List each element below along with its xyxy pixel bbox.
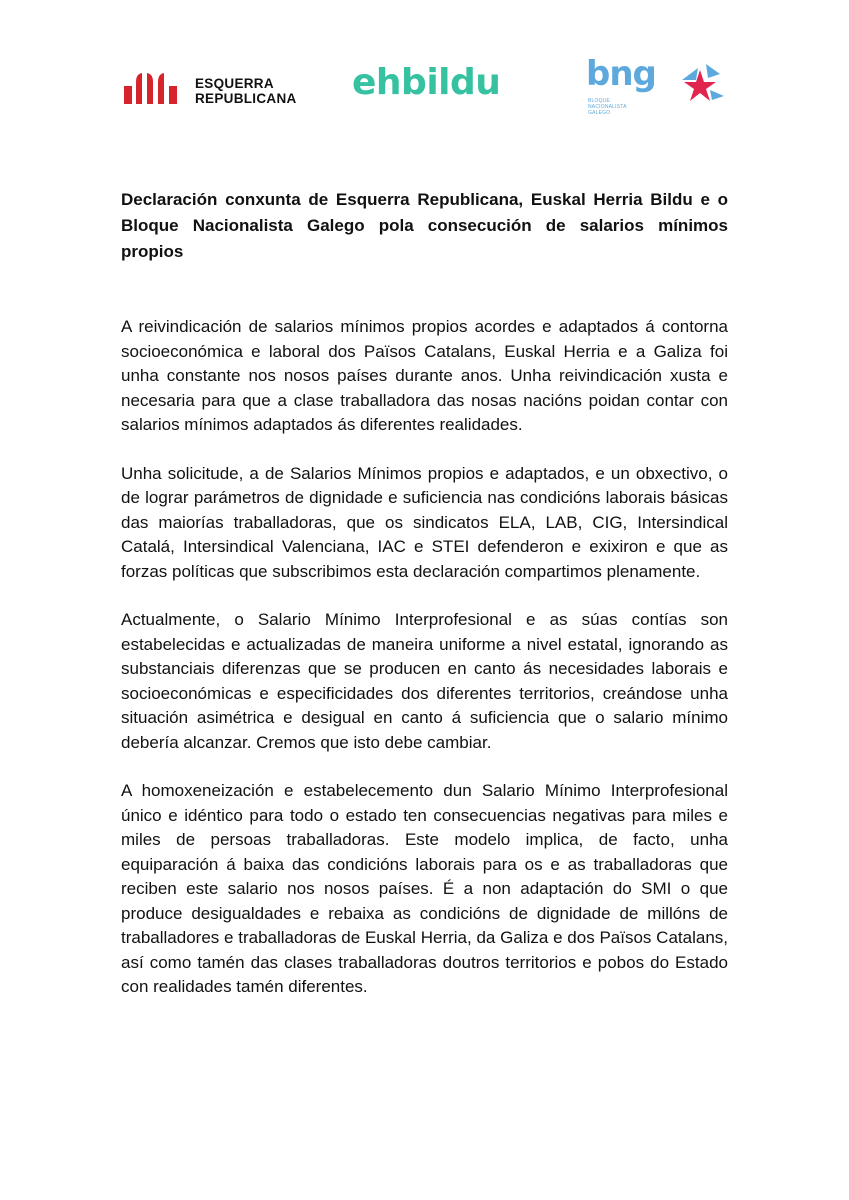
- bng-star-icon: [676, 60, 726, 106]
- document-title: Declaración conxunta de Esquerra Republicana, Euskal Herria Bildu e o Bloque Nacionalista Galego pola consecución de salarios mínimos propios: [121, 190, 728, 261]
- bng-subtitle-line: BLOQUE: [588, 98, 611, 104]
- paragraph-4: A homoxeneización e estabelecemento dun Salario Mínimo Interprofesional único e idéntico para todo o estado ten consecuencias negativas para miles e miles de persoas traballadoras. Este modelo implica, de facto, unha equiparación á baixa das condicións laborais para os e as traballadoras que reciben este salario nos nosos países. É a non adaptación do SMI o que produce desigualdades e rebaixa as condicións de dignidade de millóns de traballadores e traballadoras de Euskal Herria, da Galiza e dos Països Catalans, así como tamén das clases traballadoras doutros territorios e pobos do Estado con realidades tamén diferentes.: [121, 781, 728, 996]
- bng-subtitle: [588, 98, 627, 116]
- erc-line-1: ESQUERRA: [195, 76, 274, 91]
- bng-subtitle-line: GALEGO: [588, 110, 611, 116]
- erc-bars-icon: [123, 70, 183, 106]
- header-logos: [0, 0, 849, 130]
- paragraph-1: A reivindicación de salarios mínimos propios acordes e adaptados á contorna socioeconómica e laboral dos Països Catalans, Euskal Herria e a Galiza foi unha constante nos nosos países durante anos. Unha reivindicación xusta e necesaria para que a clase traballadora das nosas nacións poidan contar con salarios mínimos adaptados ás diferentes realidades.: [121, 317, 728, 434]
- bng-wordmark: bng: [586, 54, 656, 94]
- ehbildu-logo: ehbildu: [352, 62, 501, 103]
- erc-line-2: REPUBLICANA: [195, 91, 297, 106]
- document-body: [121, 187, 728, 1000]
- bng-logo: [586, 54, 731, 122]
- paragraph-2: Unha solicitude, a de Salarios Mínimos propios e adaptados, e un obxectivo, o de lograr parámetros de dignidade e suficiencia nas condicións laborais básicas das maiorías traballadoras, que os sindicatos ELA, LAB, CIG, Intersindical Catalá, Intersindical Valenciana, IAC e STEI defenderon e exixiron e que as forzas políticas que subscribimos esta declaración compartimos plenamente.: [121, 463, 728, 581]
- erc-wordmark: [195, 76, 297, 106]
- paragraph-3: Actualmente, o Salario Mínimo Interprofesional e as súas contías son estabelecidas e actualizadas de maneira uniforme a nivel estatal, ignorando as substanciais diferenzas que se producen en canto ás necesidades laborais e socioeconómicas e especificidades dos diferentes territorios, creándose unha situación asimétrica e desigual en canto á suficiencia que o salario mínimo debería alcanzar. Cremos que isto debe cambiar.: [121, 610, 728, 752]
- bng-subtitle-line: NACIONALISTA: [588, 104, 627, 110]
